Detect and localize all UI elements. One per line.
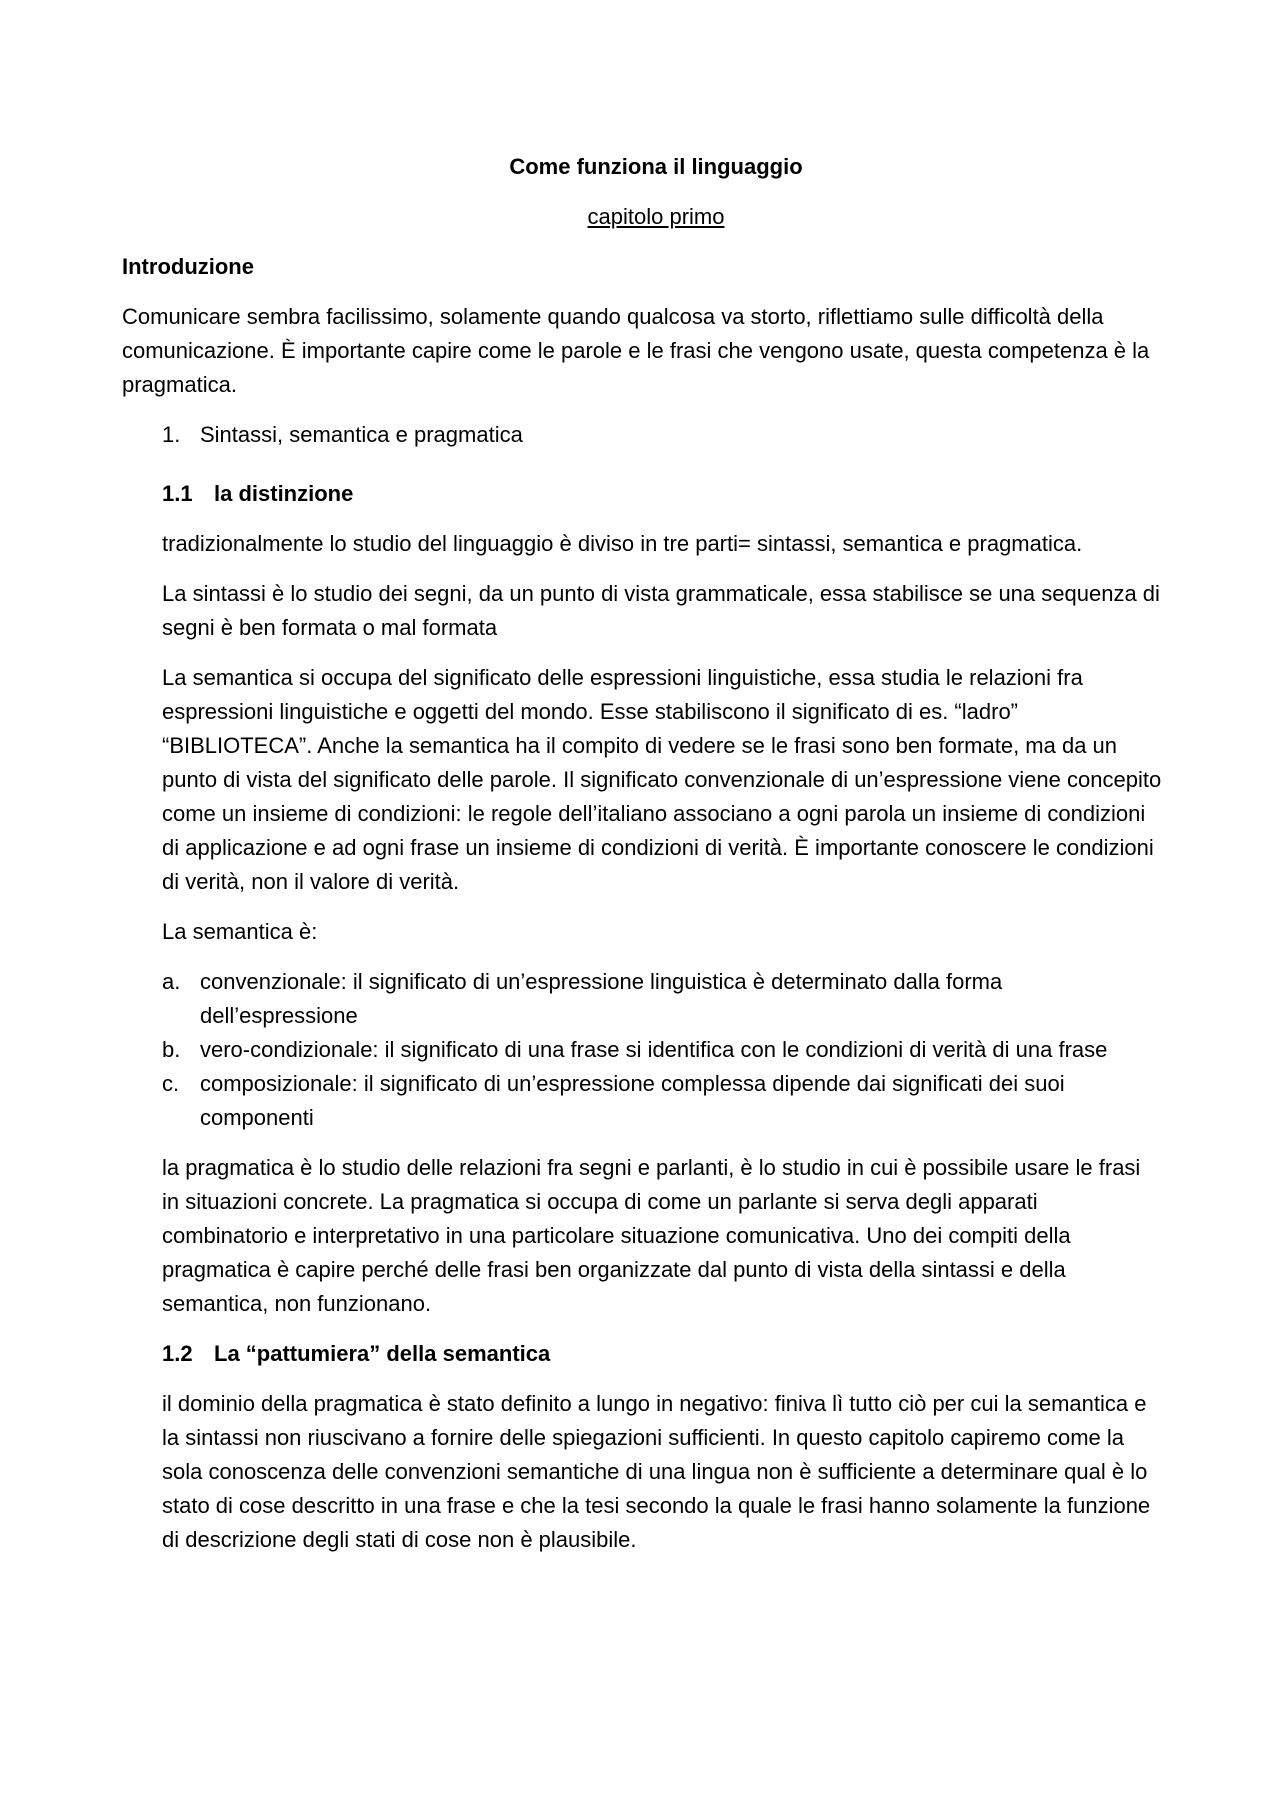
- list-marker: c.: [162, 1071, 180, 1096]
- paragraph: la pragmatica è lo studio delle relazioni fra segni e parlanti, è lo studio in cui è possibile usare le frasi in situazioni concrete. La pragmatica si occupa di come un parlante si serva degli apparati combinatorio e interpretativo in una particolare situazione comunicativa. Uno dei compiti della pragmatica è capire perché delle frasi ben organizzate dal punto di vista della sintassi e della semantica, non funzionano.: [162, 1155, 1141, 1316]
- paragraph: La sintassi è lo studio dei segni, da un punto di vista grammaticale, essa stabilisce se una sequenza di segni è ben formata o mal formata: [162, 581, 1160, 640]
- paragraph: tradizionalmente lo studio del linguaggio è diviso in tre parti= sintassi, semantica e pragmatica.: [162, 531, 1083, 556]
- chapter-subtitle: capitolo primo: [587, 204, 725, 229]
- semantics-properties-list: [162, 965, 1162, 1135]
- section-1-1-number: 1.1: [162, 481, 193, 506]
- section-1-heading: [162, 418, 1162, 452]
- paragraph: La semantica si occupa del significato delle espressioni linguistiche, essa studia le relazioni fra espressioni linguistiche e oggetti del mondo. Esse stabiliscono il significato di es. “ladro” “BIBLIOTECA”. Anche la semantica ha il compito di vedere se le frasi sono ben formate, ma da un punto di vista del significato delle parole. Il significato convenzionale di un’espressione viene concepito come un insieme di condizioni: le regole dell’italiano associano a ogni parola un insieme di condizioni di applicazione e ad ogni frase un insieme di condizioni di verità. È importante conoscere le condizioni di verità, non il valore di verità.: [162, 665, 1162, 894]
- list-marker: a.: [162, 969, 181, 994]
- intro-heading: Introduzione: [122, 254, 254, 279]
- intro-paragraph: Comunicare sembra facilissimo, solamente quando qualcosa va storto, riflettiamo sulle difficoltà della comunicazione. È importante capire come le parole e le frasi che vengono usate, questa competenza è la pragmatica.: [122, 304, 1150, 397]
- list-item: [162, 965, 1162, 1033]
- paragraph: il dominio della pragmatica è stato definito a lungo in negativo: finiva lì tutto ciò per cui la semantica e la sintassi non riuscivano a fornire delle spiegazioni sufficienti. In questo capitolo capiremo come la sola conoscenza delle convenzioni semantiche di una lingua non è sufficiente a determinare qual è lo stato di cose descritto in una frase e che la tesi secondo la quale le frasi hanno solamente la funzione di descrizione degli stati di cose non è plausibile.: [162, 1391, 1151, 1552]
- list-item: [162, 1033, 1162, 1067]
- section-1-number: 1.: [162, 422, 181, 447]
- document-body: [122, 150, 1162, 1573]
- list-item-text: convenzionale: il significato di un’espressione linguistica è determinato dalla forma dell’espressione: [200, 969, 1003, 1028]
- paragraph: La semantica è:: [162, 919, 318, 944]
- document-title: Come funziona il linguaggio: [509, 154, 803, 179]
- list-item: [162, 1067, 1162, 1135]
- section-1-1-title: la distinzione: [214, 481, 354, 506]
- section-1-2-title: La “pattumiera” della semantica: [214, 1341, 551, 1366]
- section-1-2-heading: [162, 1337, 1162, 1371]
- list-item-text: composizionale: il significato di un’espressione complessa dipende dai significati dei suoi componenti: [200, 1071, 1065, 1130]
- list-item-text: vero-condizionale: il significato di una frase si identifica con le condizioni di verità di una frase: [200, 1037, 1108, 1062]
- section-1-title: Sintassi, semantica e pragmatica: [200, 422, 523, 447]
- section-1-2-number: 1.2: [162, 1341, 193, 1366]
- section-1-1-heading: [162, 477, 1162, 511]
- list-marker: b.: [162, 1037, 181, 1062]
